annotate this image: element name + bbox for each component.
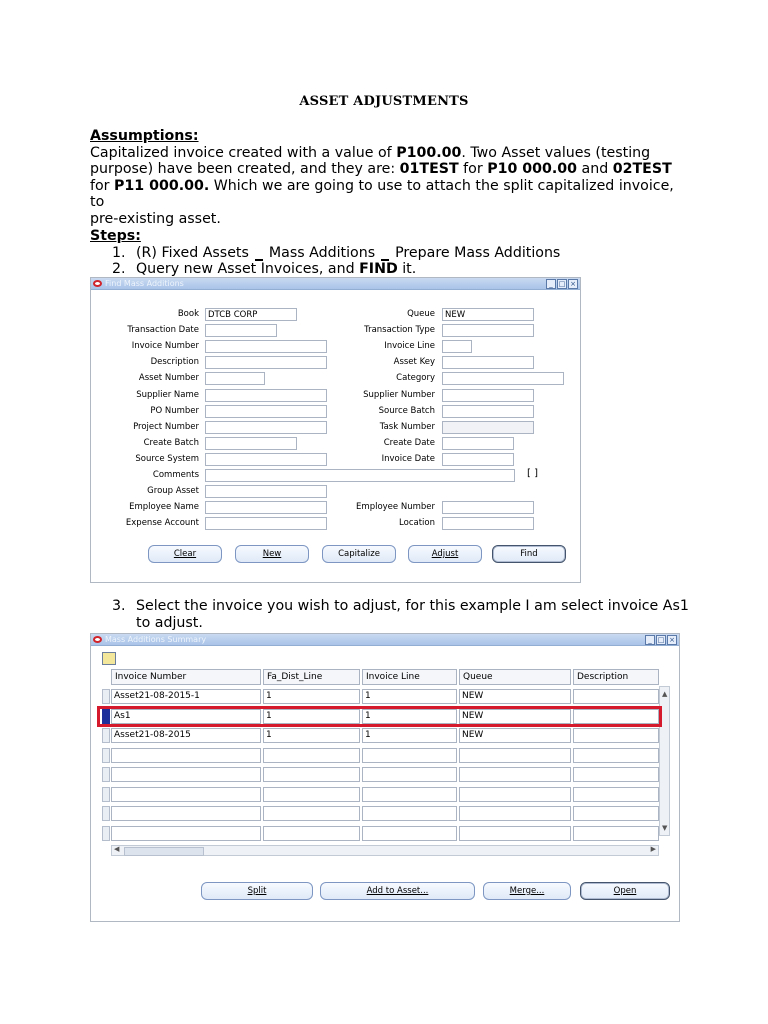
window-titlebar: Find Mass Additions _ □ × bbox=[91, 278, 580, 290]
field-expense-account[interactable] bbox=[205, 517, 327, 530]
table-cell[interactable]: Asset21-08-2015 bbox=[111, 728, 261, 743]
table-cell[interactable] bbox=[263, 767, 360, 782]
table-cell[interactable] bbox=[573, 806, 659, 821]
scroll-down-icon: ▼ bbox=[662, 824, 668, 832]
label-supplier-number: Supplier Number bbox=[363, 390, 435, 400]
table-cell[interactable] bbox=[573, 767, 659, 782]
label-book: Book bbox=[177, 309, 199, 319]
label-transaction-date: Transaction Date bbox=[127, 325, 199, 335]
scroll-right-icon: ▶ bbox=[650, 845, 656, 853]
document-title: ASSET ADJUSTMENTS bbox=[299, 94, 469, 109]
field-project-number[interactable] bbox=[205, 421, 327, 434]
mass-additions-summary-window bbox=[90, 633, 680, 922]
table-cell[interactable] bbox=[573, 728, 659, 743]
new-button[interactable]: New bbox=[235, 545, 309, 563]
steps-heading: Steps: bbox=[90, 228, 141, 244]
label-create-date: Create Date bbox=[383, 438, 435, 448]
table-cell[interactable] bbox=[362, 806, 457, 821]
field-supplier-name[interactable] bbox=[205, 389, 327, 402]
field-source-batch[interactable] bbox=[442, 405, 534, 418]
scroll-up-icon: ▲ bbox=[662, 690, 668, 698]
field-employee-number[interactable] bbox=[442, 501, 534, 514]
row-selector[interactable] bbox=[102, 826, 110, 841]
table-cell[interactable] bbox=[573, 689, 659, 704]
field-invoice-number[interactable] bbox=[205, 340, 327, 353]
horizontal-scrollbar[interactable] bbox=[111, 845, 659, 856]
table-cell[interactable] bbox=[111, 806, 261, 821]
table-cell[interactable] bbox=[263, 826, 360, 841]
table-cell[interactable] bbox=[111, 767, 261, 782]
table-cell[interactable] bbox=[362, 748, 457, 763]
table-cell[interactable] bbox=[362, 787, 457, 802]
add-to-asset-button[interactable]: Add to Asset... bbox=[320, 882, 475, 900]
label-asset-number: Asset Number bbox=[138, 373, 199, 383]
assumptions-section bbox=[90, 128, 690, 227]
label-employee-name: Employee Name bbox=[129, 502, 199, 512]
table-cell[interactable]: 1 bbox=[362, 709, 457, 724]
table-cell[interactable]: Asset21-08-2015-1 bbox=[111, 689, 261, 704]
row-selector[interactable] bbox=[102, 748, 110, 763]
label-source-system: Source System bbox=[135, 454, 199, 464]
table-cell[interactable] bbox=[459, 826, 571, 841]
field-location[interactable] bbox=[442, 517, 534, 530]
split-button[interactable]: Split bbox=[201, 882, 313, 900]
field-description[interactable] bbox=[205, 356, 327, 369]
label-source-batch: Source Batch bbox=[378, 406, 435, 416]
selected-row-highlight bbox=[97, 706, 662, 727]
close-icon[interactable]: × bbox=[667, 635, 677, 645]
assumptions-line-3: for P11 000.00. Which we are going to use to attach the split capitalized invoice, to bbox=[90, 177, 674, 210]
table-cell[interactable]: 1 bbox=[263, 709, 360, 724]
field-invoice-line[interactable] bbox=[442, 340, 472, 353]
label-location: Location bbox=[399, 518, 435, 528]
menu-separator-icon bbox=[381, 256, 389, 261]
label-transaction-type: Transaction Type bbox=[364, 325, 435, 335]
row-selector[interactable] bbox=[102, 767, 110, 782]
close-icon[interactable]: × bbox=[568, 279, 578, 289]
assumptions-heading: Assumptions: bbox=[90, 128, 199, 144]
open-button[interactable]: Open bbox=[580, 882, 670, 900]
adjust-button[interactable]: Adjust bbox=[408, 545, 482, 563]
table-cell[interactable] bbox=[573, 787, 659, 802]
row-selector[interactable] bbox=[102, 806, 110, 821]
label-expense-account: Expense Account bbox=[125, 518, 199, 528]
steps-section bbox=[90, 228, 690, 278]
label-invoice-date: Invoice Date bbox=[381, 454, 435, 464]
table-cell[interactable] bbox=[573, 826, 659, 841]
field-invoice-date[interactable] bbox=[442, 453, 514, 466]
find-button[interactable]: Find bbox=[492, 545, 566, 563]
step-3: 3. Select the invoice you wish to adjust, for this example I am select invoice As1 to adjust. bbox=[112, 598, 689, 631]
field-transaction-type[interactable] bbox=[442, 324, 534, 337]
edit-folder-icon[interactable] bbox=[102, 652, 116, 665]
table-cell[interactable] bbox=[263, 787, 360, 802]
column-header-queue[interactable]: Queue bbox=[459, 669, 571, 685]
table-cell[interactable]: NEW bbox=[459, 689, 571, 704]
label-queue: Queue bbox=[407, 309, 435, 319]
oracle-logo-icon bbox=[93, 280, 102, 287]
field-queue[interactable]: NEW bbox=[442, 308, 534, 321]
label-task-number: Task Number bbox=[379, 422, 435, 432]
table-cell[interactable]: 1 bbox=[263, 728, 360, 743]
table-cell[interactable] bbox=[459, 806, 571, 821]
field-po-number[interactable] bbox=[205, 405, 327, 418]
label-invoice-number: Invoice Number bbox=[131, 341, 199, 351]
label-description: Description bbox=[150, 357, 199, 367]
table-cell[interactable] bbox=[111, 787, 261, 802]
clear-button[interactable]: Clear bbox=[148, 545, 222, 563]
scroll-thumb[interactable] bbox=[124, 847, 204, 856]
table-cell[interactable]: 1 bbox=[362, 728, 457, 743]
table-cell[interactable] bbox=[362, 767, 457, 782]
label-create-batch: Create Batch bbox=[143, 438, 199, 448]
oracle-logo-icon bbox=[93, 636, 102, 643]
table-cell[interactable]: As1 bbox=[111, 709, 261, 724]
table-cell[interactable] bbox=[263, 806, 360, 821]
table-cell[interactable] bbox=[459, 787, 571, 802]
maximize-icon[interactable]: □ bbox=[657, 636, 665, 644]
assumptions-line-2: purpose) have been created, and they are: 01TEST for P10 000.00 and 02TEST bbox=[90, 161, 672, 177]
row-selector[interactable] bbox=[102, 728, 110, 743]
minimize-icon[interactable]: _ bbox=[645, 635, 655, 645]
minimize-icon[interactable]: _ bbox=[546, 279, 556, 289]
table-cell[interactable] bbox=[573, 748, 659, 763]
table-cell[interactable] bbox=[459, 748, 571, 763]
field-category[interactable] bbox=[442, 372, 564, 385]
field-transaction-date[interactable] bbox=[205, 324, 277, 337]
label-asset-key: Asset Key bbox=[393, 357, 435, 367]
comments-checkbox[interactable]: [ ] bbox=[527, 468, 538, 479]
column-header-description[interactable]: Description bbox=[573, 669, 659, 685]
field-create-batch[interactable] bbox=[205, 437, 297, 450]
field-create-date[interactable] bbox=[442, 437, 514, 450]
capitalize-button[interactable]: Capitalize bbox=[322, 545, 396, 563]
table-cell[interactable] bbox=[362, 826, 457, 841]
field-employee-name[interactable] bbox=[205, 501, 327, 514]
scroll-left-icon: ◀ bbox=[114, 845, 120, 853]
field-comments[interactable] bbox=[205, 469, 515, 482]
table-cell[interactable]: 1 bbox=[263, 689, 360, 704]
table-cell[interactable] bbox=[459, 767, 571, 782]
table-cell[interactable] bbox=[111, 826, 261, 841]
column-header-invoice-number[interactable]: Invoice Number bbox=[111, 669, 261, 685]
column-header-invoice-line[interactable]: Invoice Line bbox=[362, 669, 457, 685]
step-1: 1. (R) Fixed Assets Mass Additions Prepare Mass Additions bbox=[112, 244, 561, 261]
label-invoice-line: Invoice Line bbox=[384, 341, 435, 351]
assumptions-line-4: pre-existing asset. bbox=[90, 210, 221, 227]
field-task-number[interactable] bbox=[442, 421, 534, 434]
step-2: 2. Query new Asset Invoices, and FIND it. bbox=[112, 261, 417, 277]
table-cell[interactable] bbox=[263, 748, 360, 763]
table-cell[interactable] bbox=[111, 748, 261, 763]
label-supplier-name: Supplier Name bbox=[136, 390, 199, 400]
field-supplier-number[interactable] bbox=[442, 389, 534, 402]
merge-button[interactable]: Merge... bbox=[483, 882, 571, 900]
maximize-icon[interactable]: □ bbox=[558, 280, 566, 288]
find-mass-additions-window bbox=[90, 277, 581, 583]
label-group-asset: Group Asset bbox=[147, 486, 199, 496]
column-header-fa-dist-line[interactable]: Fa_Dist_Line bbox=[263, 669, 360, 685]
label-comments: Comments bbox=[152, 470, 199, 480]
row-selector[interactable] bbox=[102, 787, 110, 802]
field-asset-number[interactable] bbox=[205, 372, 265, 385]
table-cell[interactable]: NEW bbox=[459, 709, 571, 724]
table-cell[interactable]: NEW bbox=[459, 728, 571, 743]
field-source-system[interactable] bbox=[205, 453, 327, 466]
window-titlebar: Mass Additions Summary _ □ × bbox=[91, 634, 679, 646]
field-asset-key[interactable] bbox=[442, 356, 534, 369]
menu-separator-icon bbox=[255, 256, 263, 261]
label-po-number: PO Number bbox=[150, 406, 199, 416]
assumptions-line-1: Capitalized invoice created with a value of P100.00. Two Asset values (testing bbox=[90, 144, 651, 161]
label-category: Category bbox=[396, 373, 435, 383]
row-selector[interactable] bbox=[102, 689, 110, 704]
field-group-asset[interactable] bbox=[205, 485, 327, 498]
field-book[interactable]: DTCB CORP bbox=[205, 308, 297, 321]
table-cell[interactable]: 1 bbox=[362, 689, 457, 704]
label-employee-number: Employee Number bbox=[356, 502, 435, 512]
label-project-number: Project Number bbox=[133, 422, 199, 432]
